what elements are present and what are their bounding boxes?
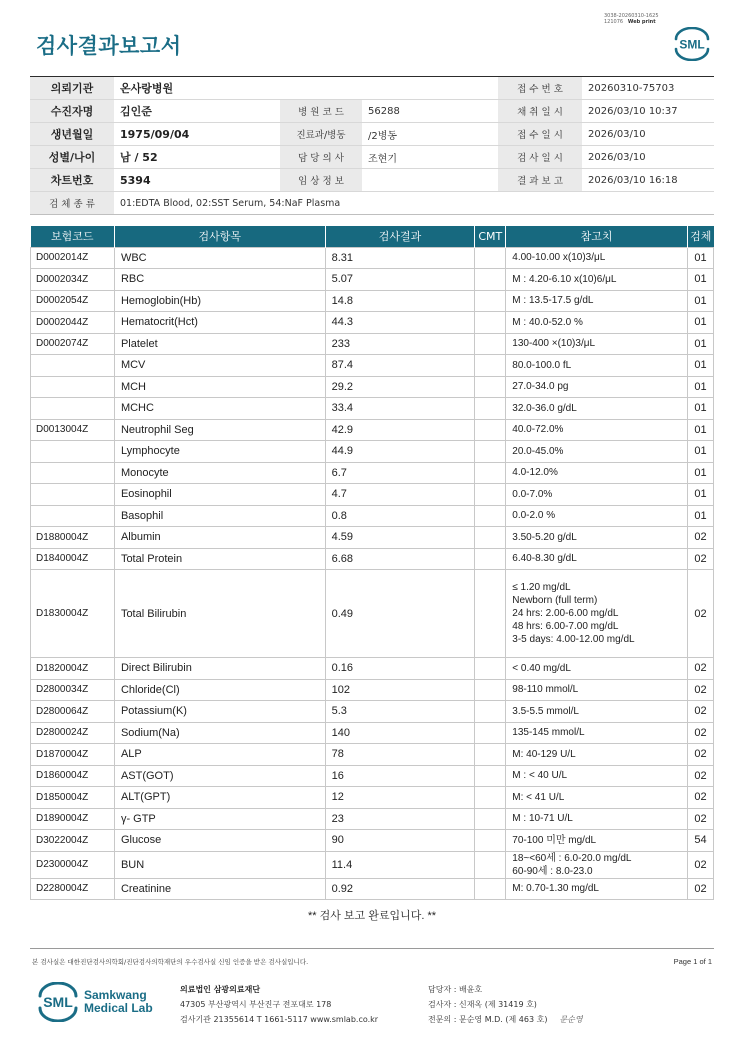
result-cmt <box>475 419 506 441</box>
document-code-2-line <box>604 19 659 25</box>
info-value: 남 / 52 <box>114 146 280 169</box>
result-value: 140 <box>325 722 475 744</box>
result-value: 44.9 <box>325 441 475 463</box>
result-reference <box>506 744 688 766</box>
result-reference <box>506 290 688 312</box>
result-specimen: 01 <box>687 376 713 398</box>
result-item: Direct Bilirubin <box>114 658 325 680</box>
logo-text: SML <box>679 37 705 52</box>
result-code: D2800024Z <box>31 722 115 744</box>
result-item: ALP <box>114 744 325 766</box>
reference-line: 4.0-12.0% <box>512 467 558 479</box>
column-header-specimen: 검체 <box>687 226 713 247</box>
sml-logo-icon <box>671 27 713 61</box>
result-cmt <box>475 333 506 355</box>
document-codes <box>604 13 659 25</box>
result-value: 33.4 <box>325 398 475 420</box>
result-row <box>31 419 714 441</box>
result-value: 16 <box>325 765 475 787</box>
result-cmt <box>475 548 506 570</box>
result-item: Total Bilirubin <box>114 570 325 658</box>
reference-line: 0.0-7.0% <box>512 488 553 500</box>
document-code-1: 3038-20260310-1625 <box>604 13 659 19</box>
completion-note: ** 검사 보고 완료입니다. ** <box>307 910 437 922</box>
info-value: 2026/03/10 <box>582 123 714 146</box>
result-row <box>31 355 714 377</box>
result-specimen: 01 <box>687 269 713 291</box>
reference-line: 98-110 mmol/L <box>512 684 579 696</box>
result-row <box>31 505 714 527</box>
result-value: 4.7 <box>325 484 475 506</box>
result-cmt <box>475 787 506 809</box>
result-cmt <box>475 808 506 830</box>
result-specimen: 02 <box>687 878 713 900</box>
result-item: Lymphocyte <box>114 441 325 463</box>
result-item: Eosinophil <box>114 484 325 506</box>
result-specimen: 01 <box>687 505 713 527</box>
staff-specialist-line <box>428 1012 583 1027</box>
result-cmt <box>475 441 506 463</box>
staff-specialist: 전문의 : 문순영 M.D. (제 463 호) <box>428 1015 548 1024</box>
result-code: D2300004Z <box>31 851 115 878</box>
info-label: 결 과 보 고 <box>498 169 582 192</box>
reference-line: 3.50-5.20 g/dL <box>512 531 577 543</box>
info-label: 채 취 일 시 <box>498 100 582 123</box>
result-code <box>31 376 115 398</box>
footer-divider <box>30 948 714 949</box>
result-reference <box>506 548 688 570</box>
corporation-address: 47305 부산광역시 부산진구 전포대로 178 <box>180 1000 332 1009</box>
info-value: 2026/03/10 <box>582 146 714 169</box>
result-reference <box>506 269 688 291</box>
info-value: 2026/03/10 10:37 <box>582 100 714 123</box>
result-cmt <box>475 878 506 900</box>
result-item: Glucose <box>114 830 325 852</box>
brand-name <box>84 989 153 1015</box>
result-row <box>31 269 714 291</box>
info-value: 김인준 <box>114 100 280 123</box>
results-table <box>30 226 714 900</box>
result-item: BUN <box>114 851 325 878</box>
result-specimen: 02 <box>687 658 713 680</box>
result-code: D1840004Z <box>31 548 115 570</box>
reference-line: 3.5-5.5 mmol/L <box>512 705 579 717</box>
result-reference <box>506 878 688 900</box>
result-value: 0.16 <box>325 658 475 680</box>
result-code: D0002034Z <box>31 269 115 291</box>
result-item: MCH <box>114 376 325 398</box>
result-row <box>31 290 714 312</box>
result-item: Hemoglobin(Hb) <box>114 290 325 312</box>
result-reference <box>506 527 688 549</box>
corporation-info <box>180 982 378 1027</box>
info-value: 2026/03/10 16:18 <box>582 169 714 192</box>
result-reference <box>506 658 688 680</box>
info-label: 진료과/병동 <box>280 123 362 146</box>
reference-line: M : 13.5-17.5 g/dL <box>512 295 594 307</box>
result-item: RBC <box>114 269 325 291</box>
page-title: 검사결과보고서 <box>36 34 182 58</box>
result-row <box>31 570 714 658</box>
result-cmt <box>475 830 506 852</box>
reference-line: 0.0-2.0 % <box>512 510 556 522</box>
certification-text: 본 검사실은 대한진단검사의학회/진단검사의학재단의 우수검사실 신임 인증을 받은 검사실입니다. <box>32 958 309 966</box>
brand-line-2: Medical Lab <box>84 1001 153 1015</box>
reference-line: 3-5 days: 4.00-12.00 mg/dL <box>512 634 635 645</box>
result-item: Potassium(K) <box>114 701 325 723</box>
reference-line: 130-400 ×(10)3/μL <box>512 338 596 350</box>
result-item: AST(GOT) <box>114 765 325 787</box>
result-specimen: 02 <box>687 570 713 658</box>
column-header-result: 검사결과 <box>325 226 475 247</box>
reference-line: 70-100 미만 mg/dL <box>512 834 597 846</box>
result-reference <box>506 355 688 377</box>
info-row <box>30 77 714 100</box>
result-specimen: 01 <box>687 398 713 420</box>
result-cmt <box>475 701 506 723</box>
info-label: 검 사 일 시 <box>498 146 582 169</box>
result-value: 8.31 <box>325 247 475 269</box>
result-row <box>31 830 714 852</box>
info-label: 담 당 의 사 <box>280 146 362 169</box>
result-code: D1850004Z <box>31 787 115 809</box>
result-row <box>31 878 714 900</box>
result-item: Basophil <box>114 505 325 527</box>
result-reference <box>506 247 688 269</box>
result-reference <box>506 808 688 830</box>
result-specimen: 02 <box>687 722 713 744</box>
result-cmt <box>475 376 506 398</box>
result-item: Sodium(Na) <box>114 722 325 744</box>
result-reference <box>506 830 688 852</box>
result-row <box>31 701 714 723</box>
result-cmt <box>475 679 506 701</box>
web-print-label: Web print <box>627 19 656 25</box>
result-specimen: 01 <box>687 441 713 463</box>
result-cmt <box>475 290 506 312</box>
result-specimen: 02 <box>687 527 713 549</box>
result-code <box>31 484 115 506</box>
info-row <box>30 146 714 169</box>
result-code <box>31 398 115 420</box>
result-reference <box>506 679 688 701</box>
result-code <box>31 505 115 527</box>
result-value: 87.4 <box>325 355 475 377</box>
reference-line: M: < 41 U/L <box>512 791 565 803</box>
result-specimen: 02 <box>687 548 713 570</box>
result-specimen: 02 <box>687 851 713 878</box>
result-code: D1870004Z <box>31 744 115 766</box>
result-code: D0002074Z <box>31 333 115 355</box>
result-reference <box>506 701 688 723</box>
result-item: γ- GTP <box>114 808 325 830</box>
result-cmt <box>475 765 506 787</box>
result-reference <box>506 765 688 787</box>
info-label: 검 체 종 류 <box>30 192 114 215</box>
result-item: MCHC <box>114 398 325 420</box>
result-item: Platelet <box>114 333 325 355</box>
result-item: Monocyte <box>114 462 325 484</box>
corporation-name: 의료법인 삼광의료재단 <box>180 985 261 994</box>
column-header-item: 검사항목 <box>114 226 325 247</box>
results-body <box>31 247 714 900</box>
result-value: 12 <box>325 787 475 809</box>
reference-line: 18~<60세 : 6.0-20.0 mg/dL <box>512 852 632 864</box>
result-row <box>31 808 714 830</box>
result-cmt <box>475 722 506 744</box>
result-value: 5.3 <box>325 701 475 723</box>
column-header-cmt: CMT <box>475 226 506 247</box>
result-value: 102 <box>325 679 475 701</box>
result-value: 0.49 <box>325 570 475 658</box>
result-row <box>31 312 714 334</box>
reference-line: M: 40-129 U/L <box>512 748 576 760</box>
result-cmt <box>475 851 506 878</box>
reference-line: 80.0-100.0 fL <box>512 359 572 371</box>
info-value: 56288 <box>362 100 498 123</box>
result-item: Hematocrit(Hct) <box>114 312 325 334</box>
result-reference <box>506 441 688 463</box>
result-item: Albumin <box>114 527 325 549</box>
result-value: 23 <box>325 808 475 830</box>
reference-line: < 0.40 mg/dL <box>512 662 571 674</box>
result-row <box>31 376 714 398</box>
result-code: D0002054Z <box>31 290 115 312</box>
result-value: 4.59 <box>325 527 475 549</box>
reference-line: 20.0-45.0% <box>512 445 564 457</box>
result-row <box>31 398 714 420</box>
result-code: D3022004Z <box>31 830 115 852</box>
result-reference <box>506 484 688 506</box>
reference-line: M : 4.20-6.10 x(10)6/μL <box>512 273 617 285</box>
info-label: 수진자명 <box>30 100 114 123</box>
result-value: 6.68 <box>325 548 475 570</box>
result-reference <box>506 419 688 441</box>
result-cmt <box>475 355 506 377</box>
result-cmt <box>475 658 506 680</box>
result-cmt <box>475 505 506 527</box>
column-header-reference: 참고치 <box>506 226 688 247</box>
info-row <box>30 123 714 146</box>
handwritten-signature: 문순영 <box>559 1015 583 1024</box>
result-reference <box>506 333 688 355</box>
info-label: 의뢰기관 <box>30 77 114 100</box>
result-specimen: 01 <box>687 355 713 377</box>
result-specimen: 02 <box>687 701 713 723</box>
result-code: D1830004Z <box>31 570 115 658</box>
result-row <box>31 679 714 701</box>
reference-line: 27.0-34.0 pg <box>512 381 569 393</box>
result-specimen: 01 <box>687 247 713 269</box>
document-code-2: 121076 <box>604 19 624 25</box>
result-specimen: 02 <box>687 744 713 766</box>
result-specimen: 54 <box>687 830 713 852</box>
result-row <box>31 548 714 570</box>
result-item: MCV <box>114 355 325 377</box>
result-row <box>31 851 714 878</box>
result-cmt <box>475 527 506 549</box>
result-value: 0.8 <box>325 505 475 527</box>
info-value <box>362 169 498 192</box>
result-reference <box>506 787 688 809</box>
result-code: D0002044Z <box>31 312 115 334</box>
result-specimen: 02 <box>687 808 713 830</box>
result-code: D2280004Z <box>31 878 115 900</box>
result-value: 0.92 <box>325 878 475 900</box>
result-item: Creatinine <box>114 878 325 900</box>
result-specimen: 01 <box>687 419 713 441</box>
info-label: 접 수 번 호 <box>498 77 582 100</box>
result-code: D2800064Z <box>31 701 115 723</box>
result-reference <box>506 851 688 878</box>
result-item: Neutrophil Seg <box>114 419 325 441</box>
reference-line: 48 hrs: 6.00-7.00 mg/dL <box>512 621 619 632</box>
info-value: 조현기 <box>362 146 498 169</box>
result-code <box>31 462 115 484</box>
info-value: 5394 <box>114 169 280 192</box>
brand-line-1: Samkwang <box>84 988 147 1002</box>
result-cmt <box>475 312 506 334</box>
result-value: 44.3 <box>325 312 475 334</box>
result-value: 78 <box>325 744 475 766</box>
result-cmt <box>475 462 506 484</box>
staff-examiner: 검사자 : 신재옥 (제 31419 호) <box>428 1000 537 1009</box>
result-code: D1820004Z <box>31 658 115 680</box>
result-item: Total Protein <box>114 548 325 570</box>
result-code: D1880004Z <box>31 527 115 549</box>
result-row <box>31 441 714 463</box>
results-header-row <box>31 226 714 247</box>
result-specimen: 01 <box>687 290 713 312</box>
footer-logo-text: SML <box>43 994 73 1010</box>
result-specimen: 01 <box>687 462 713 484</box>
result-code <box>31 355 115 377</box>
info-value: 20260310-75703 <box>582 77 714 100</box>
info-value: 1975/09/04 <box>114 123 280 146</box>
result-row <box>31 247 714 269</box>
reference-line: ≤ 1.20 mg/dL <box>512 582 571 593</box>
reference-line: Newborn (full term) <box>512 595 598 606</box>
info-row <box>30 169 714 192</box>
staff-info <box>428 982 583 1027</box>
result-value: 29.2 <box>325 376 475 398</box>
reference-line: M: 0.70-1.30 mg/dL <box>512 883 599 895</box>
result-value: 42.9 <box>325 419 475 441</box>
result-specimen: 02 <box>687 765 713 787</box>
result-item: ALT(GPT) <box>114 787 325 809</box>
reference-line: 32.0-36.0 g/dL <box>512 402 577 414</box>
result-code: D1890004Z <box>31 808 115 830</box>
result-reference <box>506 398 688 420</box>
info-label: 임 상 정 보 <box>280 169 362 192</box>
info-value: /2병동 <box>362 123 498 146</box>
reference-line: 6.40-8.30 g/dL <box>512 553 577 565</box>
reference-line: 60-90세 : 8.0-23.0 <box>512 865 593 877</box>
result-value: 90 <box>325 830 475 852</box>
result-value: 6.7 <box>325 462 475 484</box>
result-code: D2800034Z <box>31 679 115 701</box>
info-row <box>30 192 714 215</box>
info-label: 차트번호 <box>30 169 114 192</box>
info-value: 온사랑병원 <box>114 77 498 100</box>
result-item: WBC <box>114 247 325 269</box>
result-reference <box>506 570 688 658</box>
info-label: 병 원 코 드 <box>280 100 362 123</box>
staff-manager: 담당자 : 배윤호 <box>428 985 483 994</box>
info-label: 생년월일 <box>30 123 114 146</box>
result-row <box>31 787 714 809</box>
reference-line: M : < 40 U/L <box>512 770 568 782</box>
result-row <box>31 333 714 355</box>
result-code: D0013004Z <box>31 419 115 441</box>
result-row <box>31 658 714 680</box>
patient-info-table <box>30 76 714 215</box>
result-reference <box>506 722 688 744</box>
reference-line: 135-145 mmol/L <box>512 727 585 739</box>
result-cmt <box>475 247 506 269</box>
result-reference <box>506 376 688 398</box>
reference-line: 4.00-10.00 x(10)3/μL <box>512 252 606 264</box>
page-number: Page 1 of 1 <box>673 957 712 966</box>
result-specimen: 02 <box>687 787 713 809</box>
reference-line: M : 40.0-52.0 % <box>512 316 583 328</box>
result-value: 5.07 <box>325 269 475 291</box>
result-specimen: 01 <box>687 333 713 355</box>
reference-line: M : 10-71 U/L <box>512 813 573 825</box>
result-cmt <box>475 744 506 766</box>
info-row <box>30 100 714 123</box>
result-value: 233 <box>325 333 475 355</box>
result-row <box>31 527 714 549</box>
result-specimen: 02 <box>687 679 713 701</box>
result-cmt <box>475 269 506 291</box>
result-row <box>31 744 714 766</box>
result-reference <box>506 312 688 334</box>
result-value: 11.4 <box>325 851 475 878</box>
result-specimen: 01 <box>687 312 713 334</box>
info-value: 01:EDTA Blood, 02:SST Serum, 54:NaF Plasma <box>114 192 714 215</box>
result-reference <box>506 505 688 527</box>
result-item: Chloride(Cl) <box>114 679 325 701</box>
result-row <box>31 484 714 506</box>
info-label: 성별/나이 <box>30 146 114 169</box>
result-value: 14.8 <box>325 290 475 312</box>
reference-line: 24 hrs: 2.00-6.00 mg/dL <box>512 608 619 619</box>
result-reference <box>506 462 688 484</box>
result-specimen: 01 <box>687 484 713 506</box>
result-cmt <box>475 484 506 506</box>
result-row <box>31 722 714 744</box>
sml-footer-logo-icon <box>36 982 80 1022</box>
result-cmt <box>475 398 506 420</box>
info-label: 접 수 일 시 <box>498 123 582 146</box>
result-row <box>31 765 714 787</box>
result-row <box>31 462 714 484</box>
reference-line: 40.0-72.0% <box>512 424 564 436</box>
result-code: D0002014Z <box>31 247 115 269</box>
corporation-contact: 검사기관 21355614 T 1661-5117 www.smlab.co.kr <box>180 1015 379 1024</box>
result-code: D1860004Z <box>31 765 115 787</box>
column-header-code: 보험코드 <box>31 226 115 247</box>
result-cmt <box>475 570 506 658</box>
result-code <box>31 441 115 463</box>
